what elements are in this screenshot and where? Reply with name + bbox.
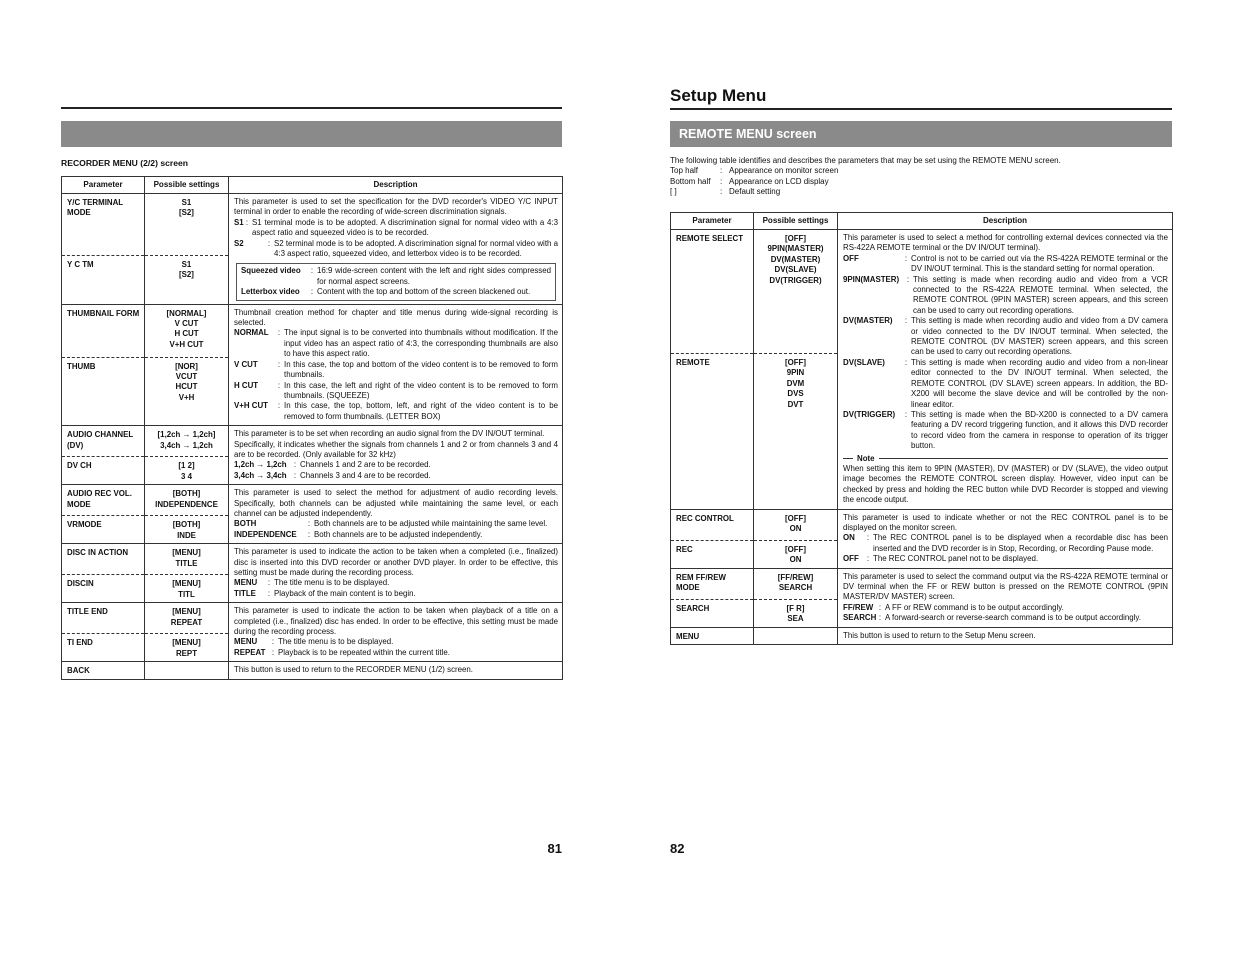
definition-term: DV(SLAVE) — [843, 357, 885, 367]
definition-colon: : — [277, 401, 281, 411]
description-cell — [229, 426, 563, 485]
definition-term: V+H CUT — [234, 401, 268, 411]
definition-text: The title menu is to be displayed. — [274, 578, 390, 588]
definition-colon: : — [293, 470, 297, 480]
definition — [234, 381, 558, 402]
description-text: This button is used to return to the RECORDER MENU (1/2) screen. — [229, 662, 563, 679]
screen-title: REMOTE MENU screen — [679, 127, 817, 141]
definition — [843, 275, 1168, 317]
settings-lcd-values: [MENU] TITL — [172, 579, 201, 599]
settings-cell — [145, 426, 229, 485]
definition-term: Squeezed video — [241, 266, 301, 276]
settings-lcd-values: S1 [S2] — [179, 260, 194, 280]
definition — [234, 239, 558, 260]
definition-term: Letterbox video — [241, 287, 300, 297]
definition — [234, 637, 558, 647]
page-81 — [61, 0, 562, 954]
legend-key: [ ] — [670, 187, 677, 197]
definition-text: This setting is made when recording audio and video from a VCR connected to the RS-422A REMOTE terminal. When selected, the REMOTE CONTROL (9PIN MASTER) screen appears, and this screen can be used to carry out recording operations. — [913, 274, 1168, 315]
note-rule — [879, 458, 1168, 459]
table-row — [62, 304, 563, 425]
definition — [234, 328, 558, 359]
table-row — [62, 544, 563, 603]
settings-lcd-values: [F R] SEA — [786, 603, 805, 623]
definition-text: In this case, the left and right of the video content is to be removed to form thumbnails. (SQUEEZE) — [284, 380, 558, 400]
settings-values: [OFF] ON — [784, 513, 807, 533]
definition-text: In this case, the top, bottom, left, and right of the video content is to be removed to form thumbnails. (LETTER BOX) — [284, 401, 558, 421]
settings-lcd-values: [OFF] ON — [784, 544, 807, 564]
definition-text: Both channels are to be adjusted independently. — [314, 529, 483, 539]
definition-text: A forward-search or reverse-search command is to be output accordingly. — [885, 613, 1141, 623]
definition — [234, 401, 558, 422]
note-label: Note — [857, 453, 875, 463]
definition-term: BOTH — [234, 519, 257, 529]
description-text: This parameter is used to set the specification for the DVD recorder's VIDEO Y/C INPUT terminal in order to enable the recording of wide-screen discrimination signals. — [234, 197, 558, 217]
parameter-name: MENU — [671, 627, 754, 644]
parameter-cell — [62, 194, 145, 305]
header-rule — [61, 107, 562, 109]
settings-values: S1 [S2] — [179, 198, 194, 218]
definition — [843, 254, 1168, 275]
definition-term: S1 — [234, 217, 244, 227]
note-rule — [843, 458, 853, 459]
definition — [234, 589, 558, 599]
parameter-lcd-name: REC — [676, 544, 693, 554]
table-row — [671, 230, 1173, 510]
definition-text: S1 terminal mode is to be adopted. A discrimination signal for normal video with a 4:3 aspect ratio and squeezed video is to be recorded. — [252, 217, 558, 238]
screen-title-band — [670, 121, 1172, 147]
definition-text: The input signal is to be converted into thumbnails without modification. If the input video has an aspect ratio of 4:3, the corresponding thumbnails are also to have this aspect ratio. — [284, 328, 558, 359]
definition-text: This setting is made when recording audio and video from a non-linear editor connected to the DV IN/OUT terminal. When selected, the REMOTE CONTROL (DV SLAVE) screen appears. In addition, the BD-X200 will become the slave device and will be controlled by the non-linear editor. — [911, 357, 1168, 409]
legend-colon: : — [720, 166, 723, 176]
note-text: When setting this item to 9PIN (MASTER), DV (MASTER) or DV (SLAVE), the video output image becomes the REMOTE CONTROL screen display. However, video input can be checked by press and holding the REC button while DVD Recorder is stopped and viewing the encode output. — [843, 463, 1168, 505]
parameter-name: THUMBNAIL FORM — [67, 308, 140, 318]
definition — [234, 218, 558, 239]
remote-menu-table — [670, 212, 1173, 645]
definition-term: SEARCH — [843, 613, 877, 623]
definition — [843, 533, 1168, 554]
settings-cell — [145, 603, 229, 662]
parameter-lcd-name: REMOTE — [676, 358, 710, 367]
definition-term: ON — [843, 533, 855, 543]
legend-row — [670, 166, 1061, 176]
settings-lcd-values: [1 2] 3 4 — [178, 461, 195, 481]
cell-pair — [67, 309, 140, 372]
description-cell — [229, 544, 563, 603]
settings-values: [1,2ch → 1,2ch] 3,4ch → 1,2ch — [157, 430, 216, 450]
description-cell — [229, 603, 563, 662]
definition-colon: : — [878, 602, 882, 612]
definition-text: Channels 1 and 2 are to be recorded. — [300, 460, 431, 470]
header-rule — [670, 108, 1172, 110]
description-text: This parameter is used to select a method for controlling external devices connected via the RS-422A REMOTE terminal or the DV IN/OUT terminal). — [843, 233, 1168, 253]
definition-colon: : — [310, 287, 314, 297]
definition-text: This setting is made when the BD-X200 is connected to a DV camera featuring a DV record triggering function, and it allows this DVD recorder to record video from the camera in response to operation of its trigger button. — [911, 409, 1168, 451]
parameter-name: Y/C TERMINAL MODE — [67, 198, 123, 218]
settings-lcd-values: [BOTH] INDE — [172, 520, 201, 540]
col-header-settings: Possible settings — [145, 177, 229, 194]
page-82 — [670, 0, 1172, 954]
definition-colon: : — [904, 316, 908, 326]
definition-colon: : — [307, 519, 311, 529]
definition-term: INDEPENDENCE — [234, 529, 297, 539]
definition-text: Channels 3 and 4 are to be recorded. — [300, 470, 431, 480]
description-cell — [838, 509, 1173, 568]
parameter-name: BACK — [62, 662, 145, 679]
definition — [241, 266, 551, 287]
definition-colon: : — [866, 533, 870, 543]
definition-text: 16:9 wide-screen content with the left and right sides compressed for normal aspect screens. — [317, 266, 551, 286]
description-text: This parameter is used to select the command output via the RS-422A REMOTE terminal or DV terminal when the FF or REW button is pressed on the REMOTE CONTROL (9PIN MASTER/DV MASTER) screen. — [843, 571, 1168, 602]
definition-text: Both channels are to be adjusted while maintaining the same level. — [314, 519, 548, 529]
definition — [234, 530, 558, 540]
description-text: This parameter is used to indicate whether or not the REC CONTROL panel is to be displayed on the monitor screen. — [843, 512, 1168, 532]
col-header-settings: Possible settings — [754, 213, 838, 230]
legend-colon: : — [720, 187, 723, 197]
settings-values: [MENU] TITLE — [172, 548, 201, 568]
intro-text: The following table identifies and describes the parameters that may be set using the REMOTE MENU screen. — [670, 156, 1061, 165]
definition-colon: : — [878, 613, 882, 623]
settings-values: [MENU] REPEAT — [170, 607, 203, 627]
parameter-cell — [62, 304, 145, 425]
col-header-parameter: Parameter — [671, 213, 754, 230]
definition-term: MENU — [234, 637, 258, 647]
definition — [234, 460, 558, 470]
description-cell — [838, 568, 1173, 627]
parameter-cell — [62, 544, 145, 603]
settings-values — [145, 662, 229, 679]
definition-colon: : — [866, 554, 870, 564]
legend-value: Appearance on LCD display — [729, 176, 829, 186]
parameter-lcd-name: THUMB — [67, 361, 96, 371]
settings-cell — [754, 568, 838, 627]
table-row — [671, 627, 1173, 644]
definition-term: MENU — [234, 578, 258, 588]
definition-text: The REC CONTROL panel not to be displayed. — [873, 554, 1039, 564]
settings-cell — [754, 509, 838, 568]
legend-colon: : — [720, 176, 723, 186]
definition — [234, 578, 558, 588]
definition-text: Control is not to be carried out via the RS-422A REMOTE terminal or the DV IN/OUT terminal. This is the standard setting for normal operation. — [911, 253, 1168, 274]
settings-values: [BOTH] INDEPENDENCE — [155, 489, 218, 509]
definition-text: In this case, the top and bottom of the video content is to be removed to form thumbnails. — [284, 359, 558, 380]
definition-colon: : — [271, 637, 275, 647]
table-row — [62, 603, 563, 662]
cell-pair — [754, 573, 837, 625]
definition-colon: : — [904, 253, 908, 263]
legend-key: Top half — [670, 166, 699, 176]
legend-value: Appearance on monitor screen — [729, 166, 839, 176]
cell-pair — [145, 607, 228, 659]
definition-text: A FF or REW command is to be output accordingly. — [885, 602, 1064, 612]
definition-text: This setting is made when recording audio and video from a DV camera or video connected to the DV IN/OUT terminal. When selected, the REMOTE CONTROL (DV MASTER) screen appears, and this screen can be used to carry out recording operations. — [911, 316, 1168, 357]
definition — [843, 410, 1168, 452]
description-text: This parameter is used to select the method for adjustment of audio recording levels. Specifically, both channels can be adjusted while maintaining the same level, or each channel can be adjusted independently. — [234, 488, 558, 518]
page-number: 81 — [547, 841, 562, 856]
cell-pair — [676, 573, 749, 614]
settings-values: [NORMAL] V CUT H CUT V+H CUT — [166, 308, 207, 349]
page-number: 82 — [670, 841, 685, 856]
definition — [234, 471, 558, 481]
definition-term: REPEAT — [234, 647, 266, 657]
legend-key: Bottom half — [670, 176, 711, 186]
definition-term: S2 — [234, 238, 244, 248]
cell-pair — [676, 514, 749, 555]
cell-pair — [754, 514, 837, 566]
cell-pair — [145, 548, 228, 600]
cell-pair — [67, 489, 140, 530]
definition — [843, 554, 1168, 564]
definition-text: S2 terminal mode is to be adopted. A discrimination signal for normal video with a 4:3 aspect ratio, squeezed video, and letterbox video is to be recorded. — [274, 238, 558, 259]
parameter-name: REC CONTROL — [676, 513, 734, 523]
table-row — [62, 485, 563, 544]
definition-colon: : — [906, 274, 910, 284]
settings-values: [FF/REW] SEARCH — [777, 572, 814, 592]
definition-colon: : — [293, 460, 297, 470]
cell-pair — [145, 430, 228, 482]
definition-text: The title menu is to be displayed. — [278, 637, 394, 647]
settings-cell — [145, 544, 229, 603]
table-row — [62, 194, 563, 305]
definition-term: TITLE — [234, 588, 256, 598]
definition-colon: : — [307, 529, 311, 539]
parameter-cell — [62, 426, 145, 485]
col-header-description: Description — [838, 213, 1173, 230]
cell-pair — [67, 198, 140, 270]
description-cell — [229, 194, 563, 305]
parameter-name: AUDIO CHANNEL (DV) — [67, 430, 134, 450]
definition-term: DV(TRIGGER) — [843, 409, 896, 419]
parameter-cell — [671, 568, 754, 627]
cell-pair — [145, 489, 228, 541]
description-cell — [229, 485, 563, 544]
definition-text: Playback is to be repeated within the current title. — [278, 647, 450, 657]
parameter-name: REMOTE SELECT — [676, 234, 744, 243]
col-header-description: Description — [229, 177, 563, 194]
parameter-name: DISC IN ACTION — [67, 548, 129, 558]
settings-cell — [145, 194, 229, 305]
cell-pair — [145, 198, 228, 281]
definition-colon: : — [267, 238, 271, 248]
parameter-lcd-name: TI END — [67, 638, 93, 648]
definition-term: OFF — [843, 554, 859, 564]
definition — [843, 358, 1168, 410]
definition-colon: : — [267, 578, 271, 588]
parameter-cell — [671, 230, 754, 510]
parameter-lcd-name: Y C TM — [67, 260, 94, 269]
parameter-name: TITLE END — [67, 607, 108, 617]
cell-pair — [676, 234, 749, 368]
note-heading — [843, 454, 1168, 464]
definition-text: Content with the top and bottom of the screen blackened out. — [317, 287, 531, 297]
table-row — [62, 662, 563, 679]
definition-term: OFF — [843, 253, 859, 263]
table-row — [671, 568, 1173, 627]
description-cell — [838, 230, 1173, 510]
legend-value: Default setting — [729, 187, 781, 197]
parameter-lcd-name: DISCIN — [67, 579, 94, 589]
table-row — [671, 509, 1173, 568]
parameter-lcd-name: VRMODE — [67, 520, 102, 530]
description-text: This button is used to return to the Setup Menu screen. — [838, 627, 1173, 644]
definition — [843, 613, 1168, 623]
definition — [843, 603, 1168, 613]
definition-term: FF/REW — [843, 602, 874, 612]
settings-lcd-values: [NOR] VCUT HCUT V+H — [175, 361, 198, 402]
col-header-parameter: Parameter — [62, 177, 145, 194]
description-text: Thumbnail creation method for chapter and title menus during wide-signal recording is selected. — [234, 307, 558, 328]
definition-colon: : — [904, 357, 908, 367]
definition — [234, 360, 558, 381]
definition-colon: : — [277, 380, 281, 390]
legend-row — [670, 187, 1061, 197]
definition — [241, 287, 551, 297]
recorder-menu-table — [61, 176, 563, 680]
cell-pair — [67, 548, 140, 589]
parameter-cell — [62, 603, 145, 662]
aspect-note-box — [236, 263, 556, 300]
legend-row — [670, 177, 1061, 187]
definition — [843, 316, 1168, 358]
parameter-name: AUDIO REC VOL. MODE — [67, 489, 132, 509]
definition-colon: : — [277, 359, 281, 369]
parameter-cell — [62, 485, 145, 544]
definition-colon: : — [904, 409, 908, 419]
definition-colon: : — [277, 328, 281, 338]
parameter-lcd-name: SEARCH — [676, 603, 710, 613]
cell-pair — [67, 430, 140, 471]
section-band — [61, 121, 562, 147]
definition-colon: : — [310, 266, 314, 276]
settings-lcd-values: [MENU] REPT — [172, 638, 201, 658]
settings-values — [754, 627, 838, 644]
settings-values: [OFF] 9PIN(MASTER) DV(MASTER) DV(SLAVE) DV(TRIGGER) — [767, 234, 824, 285]
cell-pair — [754, 234, 837, 410]
cell-pair — [145, 309, 228, 404]
definition — [234, 519, 558, 529]
settings-cell — [145, 485, 229, 544]
cell-pair — [67, 607, 140, 648]
description-text: This parameter is to be set when recording an audio signal from the DV IN/OUT terminal. Specifically, it indicates whether the signals from channels 1 and 2 or from channels 3 and 4 are to be recorded. (Only available for 32 kHz) — [234, 429, 558, 459]
definition-term: 3,4ch → 3,4ch — [234, 470, 287, 480]
description-text: This parameter is used to indicate the action to be taken when a completed (i.e., finalized) disc is inserted into this DVD recorder or another DVD player. In order to be effective, this setting must be made during the recording process. — [234, 547, 558, 577]
parameter-name: REM FF/REW MODE — [676, 572, 726, 592]
definition-colon: : — [245, 217, 249, 227]
definition-term: 9PIN(MASTER) — [843, 274, 900, 284]
definition-term: H CUT — [234, 380, 259, 390]
description-cell — [229, 304, 563, 425]
definition-text: The REC CONTROL panel is to be displayed when a recordable disc has been inserted and the DVD recorder is in Stop, Recording, or Recording Pause mode. — [873, 533, 1168, 553]
screen-title: RECORDER MENU (2/2) screen — [61, 158, 189, 168]
definition-term: 1,2ch → 1,2ch — [234, 460, 287, 470]
table-row — [62, 426, 563, 485]
definition-text: Playback of the main content is to begin. — [274, 588, 416, 598]
settings-lcd-values: [OFF] 9PIN DVM DVS DVT — [784, 358, 807, 409]
section-title: Setup Menu — [670, 86, 767, 105]
definition-colon: : — [267, 588, 271, 598]
definition-colon: : — [271, 647, 275, 657]
definition-term: DV(MASTER) — [843, 316, 893, 326]
settings-cell — [754, 230, 838, 510]
settings-cell — [145, 304, 229, 425]
definition-term: V CUT — [234, 359, 258, 369]
definition-term: NORMAL — [234, 328, 269, 338]
parameter-cell — [671, 509, 754, 568]
description-text: This parameter is used to indicate the action to be taken when playback of a title on a completed (i.e., finalized) disc has ended. In order to be effective, this setting must be made during the recording process. — [234, 606, 558, 637]
intro — [670, 156, 1061, 198]
definition — [234, 648, 558, 658]
parameter-lcd-name: DV CH — [67, 461, 92, 471]
